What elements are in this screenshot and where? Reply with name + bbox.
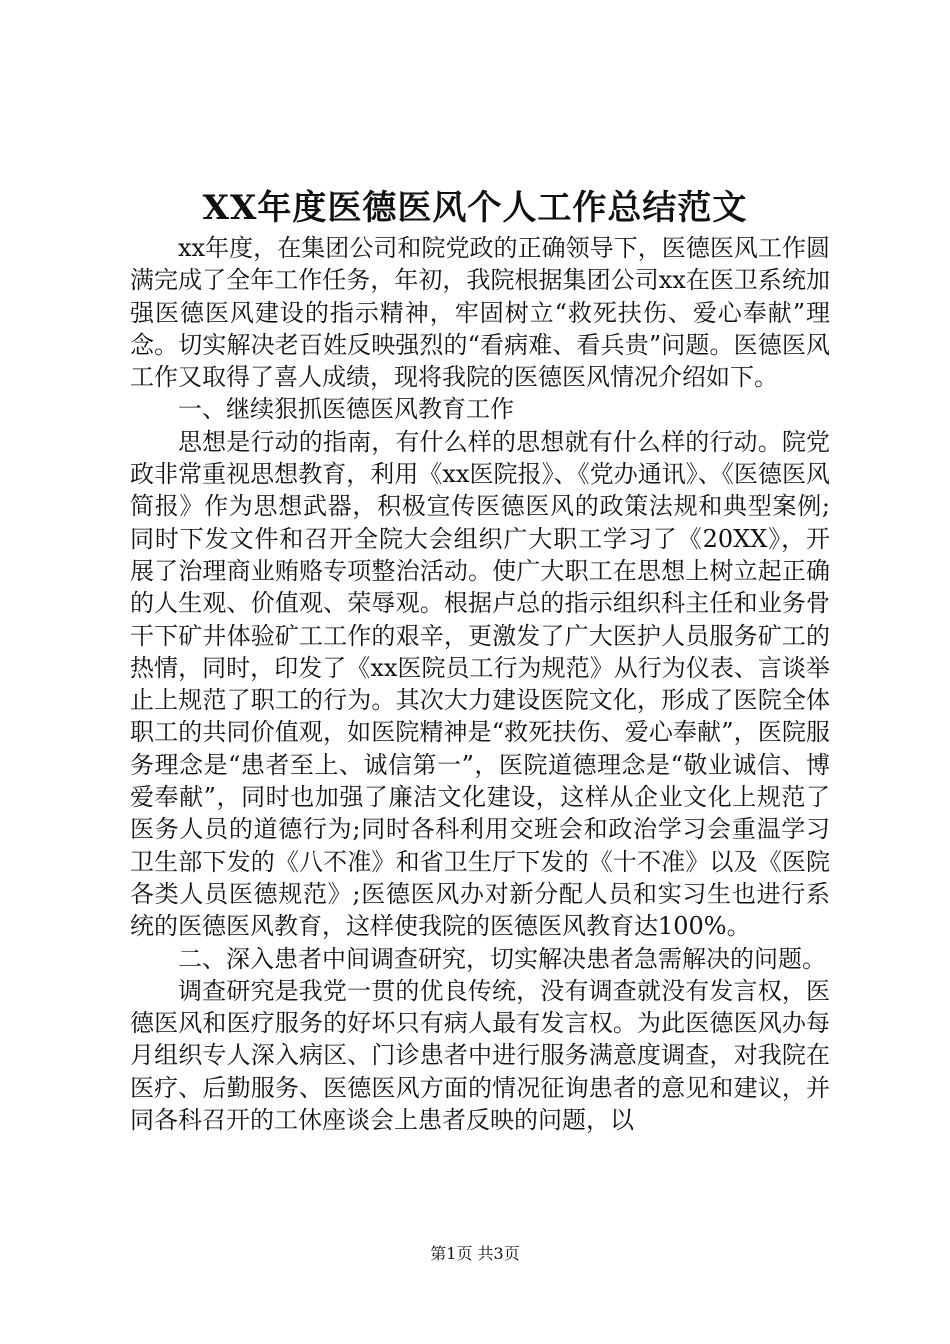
- intro-paragraph: xx年度，在集团公司和院党政的正确领导下，医德医风工作圆满完成了全年工作任务，年初，我院根据集团公司xx在医卫系统加强医德医风建设的指示精神，牢固树立“救死扶伤、爱心奉献”理念。切实解决老百姓反映强烈的“看病难、看兵贵”问题。医德医风工作又取得了喜人成绩，现将我院的医德医风情况介绍如下。: [130, 234, 830, 392]
- section-2-paragraph: 调查研究是我党一贯的优良传统，没有调查就没有发言权，医德医风和医疗服务的好坏只有病人最有发言权。为此医德医风办每月组织专人深入病区、门诊患者中进行服务满意度调查，对我院在医疗、后勤服务、医德医风方面的情况征询患者的意见和建议，并同各科召开的工休座谈会上患者反映的问题，以: [130, 976, 830, 1135]
- document-body: [130, 232, 830, 1136]
- section-heading-1: 一、继续狠抓医德医风教育工作: [178, 395, 514, 424]
- section-1-paragraph: 思想是行动的指南，有什么样的思想就有什么样的行动。院党政非常重视思想教育，利用《xx医院报》、《党办通讯》、《医德医风简报》作为思想武器，积极宣传医德医风的政策法规和典型案例;同时下发文件和召开全院大会组织广大职工学习了《20XX》，开展了治理商业贿赂专项整治活动。使广大职工在思想上树立起正确的人生观、价值观、荣辱观。根据卢总的指示组织科主任和业务骨干下矿井体验矿工工作的艰辛，更激发了广大医护人员服务矿工的热情，同时，印发了《xx医院员工行为规范》从行为仪表、言谈举止上规范了职工的行为。其次大力建设医院文化，形成了医院全体职工的共同价值观，如医院精神是“救死扶伤、爱心奉献”，医院服务理念是“患者至上、诚信第一”，医院道德理念是“敬业诚信、博爱奉献”，同时也加强了廉洁文化建设，这样从企业文化上规范了医务人员的道德行为;同时各科利用交班会和政治学习会重温学习卫生部下发的《八不准》和省卫生厅下发的《十不准》以及《医院各类人员医德规范》;医德医风办对新分配人员和实习生也进行系统的医德医风教育，这样使我院的医德医风教育达100%。: [130, 427, 830, 941]
- page-number-footer: 第1页 共3页: [430, 1244, 520, 1263]
- section-heading-2: 二、深入患者中间调查研究，切实解决患者急需解决的问题。: [178, 944, 826, 973]
- document-title: XX年度医德医风个人工作总结范文: [202, 188, 748, 228]
